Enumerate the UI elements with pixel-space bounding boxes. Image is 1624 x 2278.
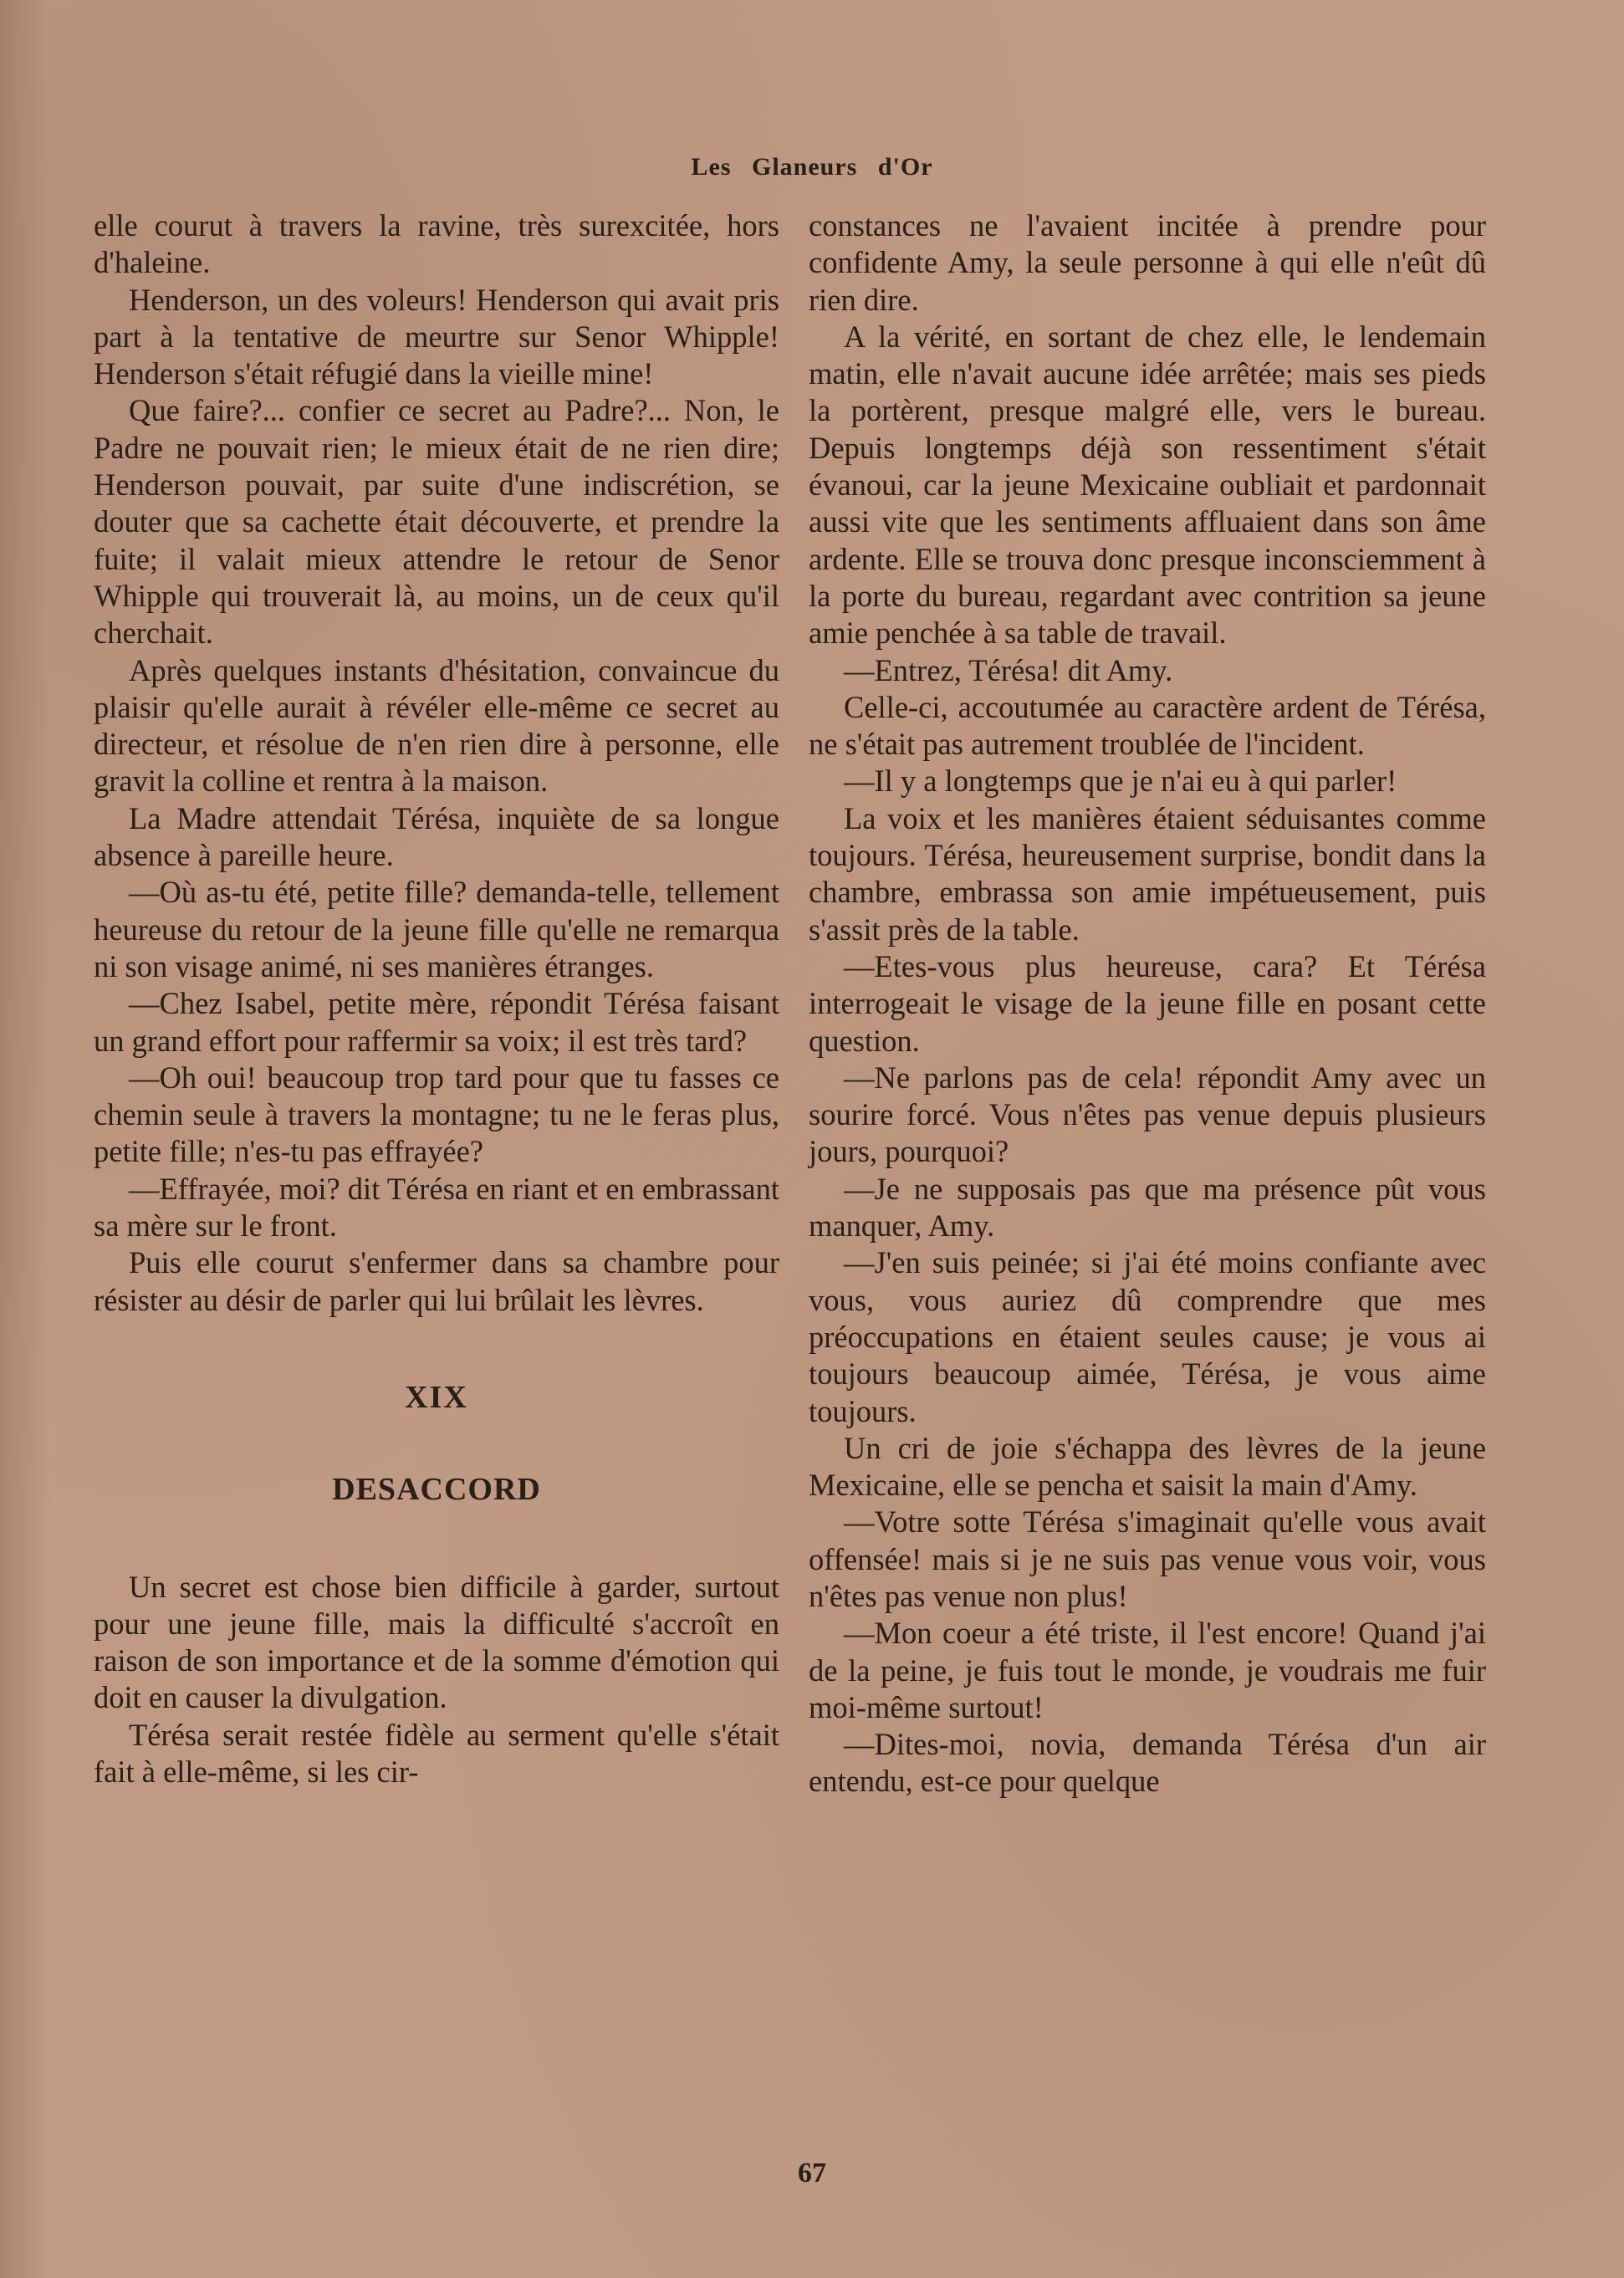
paragraph: —Où as-tu été, petite fille? demanda-telle, tellement heureuse du retour de la jeune fille qu'elle ne remarqua ni son visage animé, ni ses manières étranges. (94, 875, 779, 983)
paragraph: —Oh oui! beaucoup trop tard pour que tu fasses ce chemin seule à travers la montagne; tu ne le feras plus, petite fille; n'es-tu pas effrayée? (94, 1060, 779, 1169)
paragraph: —Etes-vous plus heureuse, cara? Et Térésa interrogeait le visage de la jeune fille en posant cette question. (809, 948, 1486, 1058)
chapter-title: DESACCORD (332, 1472, 541, 1508)
paragraph: —Je ne supposais pas que ma présence pût vous manquer, Amy. (809, 1171, 1486, 1244)
paragraph: Puis elle courut s'enfermer dans sa chambre pour résister au désir de parler qui lui brûlait les lèvres. (94, 1245, 779, 1317)
header-word: Les (691, 153, 732, 181)
paragraph: —Il y a longtemps que je n'ai eu à qui parler! (844, 764, 1397, 799)
paragraph: La Madre attendait Térésa, inquiète de sa longue absence à pareille heure. (94, 800, 779, 873)
right-column (809, 207, 1486, 1800)
paragraph: —Ne parlons pas de cela! répondit Amy avec un sourire forcé. Vous n'êtes pas venue depuis plusieurs jours, pourquoi? (809, 1060, 1486, 1169)
page-number: 67 (798, 2158, 826, 2189)
paragraph: —Entrez, Térésa! dit Amy. (844, 652, 1173, 687)
paragraph: Henderson, un des voleurs! Henderson qui avait pris part à la tentative de meurtre sur Senor Whipple! Henderson s'était réfugié dans la vieille mine! (94, 282, 779, 391)
running-header (0, 153, 1624, 181)
paragraph: —Votre sotte Térésa s'imaginait qu'elle vous avait offensée! mais si je ne suis pas venue vous voir, vous n'êtes pas venue non plus! (809, 1504, 1486, 1613)
paragraph: Un cri de joie s'échappa des lèvres de la jeune Mexicaine, elle se pencha et saisit la main d'Amy. (809, 1430, 1486, 1503)
chapter-number: XIX (405, 1379, 468, 1415)
paragraph: elle courut à travers la ravine, très surexcitée, hors d'haleine. (94, 208, 779, 280)
paragraph: Après quelques instants d'hésitation, convaincue du plaisir qu'elle aurait à révéler elle-même ce secret au directeur, et résolue de n'en rien dire à personne, elle gravit la colline et rentra à la maison. (94, 652, 779, 799)
header-word: Glaneurs (751, 153, 858, 181)
paragraph: Celle-ci, accoutumée au caractère ardent de Térésa, ne s'était pas autrement troublée de l'incident. (809, 689, 1486, 762)
paragraph: A la vérité, en sortant de chez elle, le lendemain matin, elle n'avait aucune idée arrêtée; mais ses pieds la portèrent, presque malgré elle, vers le bureau. Depuis longtemps déjà son ressentiment s'était évanoui, car la jeune Mexicaine oubliait et pardonnait aussi vite que les sentiments affluaient dans son âme ardente. Elle se trouva donc presque inconsciemment à la porte du bureau, regardant avec contrition sa jeune amie penchée à sa table de travail. (809, 319, 1486, 651)
left-column (94, 207, 779, 1790)
paragraph: constances ne l'avaient incitée à prendre pour confidente Amy, la seule personne à qui elle n'eût dû rien dire. (809, 208, 1486, 317)
header-word: d'Or (877, 153, 933, 181)
paragraph: —J'en suis peinée; si j'ai été moins confiante avec vous, vous auriez dû comprendre que mes préoccupations en étaient seules cause; je vous ai toujours beaucoup aimée, Térésa, je vous aime toujours. (809, 1245, 1486, 1428)
paragraph: Un secret est chose bien difficile à garder, surtout pour une jeune fille, mais la difficulté s'accroît en raison de son importance et de la somme d'émotion qui doit en causer la divulgation. (94, 1569, 779, 1715)
paragraph: Que faire?... confier ce secret au Padre?... Non, le Padre ne pouvait rien; le mieux était de ne rien dire; Henderson pouvait, par suite d'une indiscrétion, se douter que sa cachette était découverte, et prendre la fuite; il valait mieux attendre le retour de Senor Whipple qui trouverait là, au moins, un de ceux qu'il cherchait. (94, 393, 779, 651)
paragraph: Térésa serait restée fidèle au serment qu'elle s'était fait à elle-même, si les cir- (94, 1717, 779, 1789)
paragraph: La voix et les manières étaient séduisantes comme toujours. Térésa, heureusement surprise, bondit dans la chambre, embrassa son amie impétueusement, puis s'assit près de la table. (809, 800, 1486, 947)
paragraph: —Mon coeur a été triste, il l'est encore! Quand j'ai de la peine, je fuis tout le monde, je voudrais me fuir moi-même surtout! (809, 1616, 1486, 1724)
paragraph: —Dites-moi, novia, demanda Térésa d'un air entendu, est-ce pour quelque (809, 1727, 1486, 1799)
paragraph: —Effrayée, moi? dit Térésa en riant et en embrassant sa mère sur le front. (94, 1171, 780, 1244)
paragraph: —Chez Isabel, petite mère, répondit Térésa faisant un grand effort pour raffermir sa voix; il est très tard? (94, 986, 779, 1058)
